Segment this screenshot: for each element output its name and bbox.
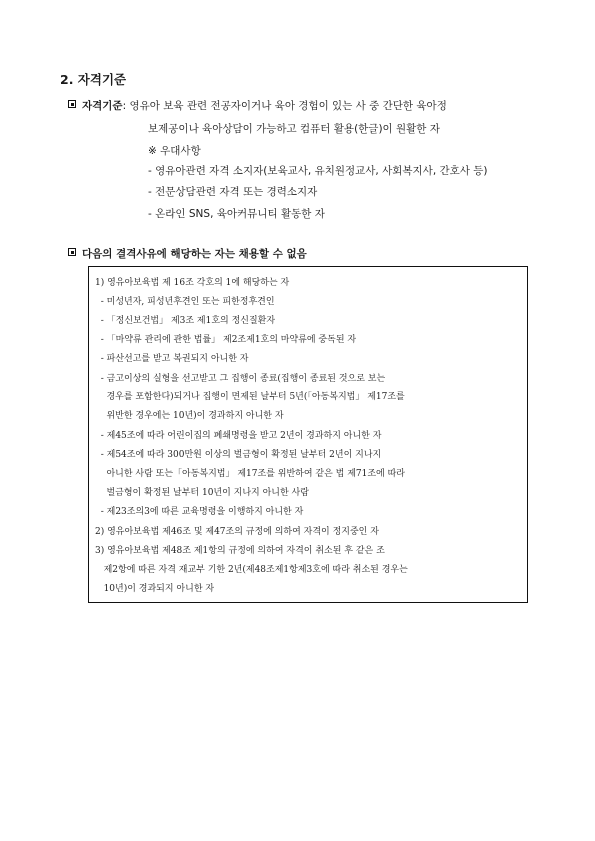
box-line: 2) 영유아보육법 제46조 및 제47조의 규정에 의하여 자격이 정지중인 자 [95, 527, 379, 537]
box-line: 아니한 사람 또는「아동복지법」 제17조를 위반하여 같은 법 제71조에 따라 [95, 469, 405, 479]
box-line: 경우를 포함한다)되거나 집행이 면제된 날부터 5년(「아동복지법」 제17조를 [95, 392, 405, 402]
square-bullet-icon [68, 248, 76, 256]
section-title: 2. 자격기준 [60, 72, 127, 87]
box-line: 10년)이 경과되지 아니한 자 [95, 584, 215, 594]
box-line: - 제23조의3에 따른 교육명령을 이행하지 아니한 자 [95, 507, 304, 517]
preferred-item: - 영유아관련 자격 소지자(보육교사, 유치원정교사, 사회복지사, 간호사 등) [148, 165, 488, 177]
box-line: 1) 영유아보육법 제 16조 각호의 1에 해당하는 자 [95, 278, 290, 288]
box-line: - 「정신보건법」 제3조 제1호의 정신질환자 [95, 316, 276, 326]
box-line: - 금고이상의 실형을 선고받고 그 집행이 종료(집행이 종료된 것으로 보는 [95, 374, 386, 384]
box-line: - 미성년자, 피성년후견인 또는 피한정후견인 [95, 297, 275, 307]
box-line: 위반한 경우에는 10년)이 경과하지 아니한 자 [95, 411, 284, 421]
preferred-item: - 온라인 SNS, 육아커뮤니티 활동한 자 [148, 208, 325, 220]
preferred-item: - 전문상담관련 자격 또는 경력소지자 [148, 186, 318, 198]
preferred-title: ※ 우대사항 [148, 145, 201, 157]
box-line: - 제54조에 따라 300만원 이상의 벌금형이 확정된 날부터 2년이 지나지 [95, 450, 382, 460]
box-line: - 제45조에 따라 어린이집의 폐쇄명령을 받고 2년이 경과하지 아니한 자 [95, 431, 382, 441]
disqualification-box [88, 266, 528, 603]
box-line: - 「마약류 관리에 관한 법률」 제2조제1호의 마약류에 중독된 자 [95, 335, 357, 345]
box-line: 3) 영유아보육법 제48조 제1항의 규정에 의하여 자격이 취소된 후 같은 조 [95, 546, 385, 556]
criteria-line-1 [68, 98, 447, 113]
criteria-text-1: 영유아 보육 관련 전공자이거나 육아 경험이 있는 사 중 간단한 육아정 [126, 100, 447, 112]
square-bullet-icon [68, 100, 76, 108]
disqualification-heading [68, 246, 307, 261]
box-line: 제2항에 따른 자격 재교부 기한 2년(제48조제1항제3호에 따라 취소된 경우는 [95, 565, 408, 575]
criteria-text-2: 보제공이나 육아상담이 가능하고 컴퓨터 활용(한글)이 원활한 자 [148, 123, 440, 135]
disqualification-heading-text: 다음의 결격사유에 해당하는 자는 채용할 수 없음 [82, 248, 307, 260]
box-line: - 파산선고를 받고 복권되지 아니한 자 [95, 354, 249, 364]
box-line: 벌금형이 확정된 날부터 10년이 지나지 아니한 사람 [95, 488, 309, 498]
criteria-label: 자격기준 [82, 100, 123, 112]
criteria-colon: : [122, 100, 127, 112]
